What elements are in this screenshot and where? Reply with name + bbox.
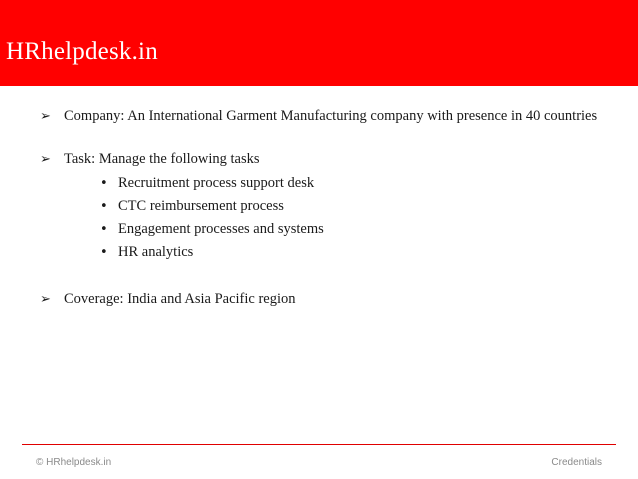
dot-bullet-icon: • [100,199,108,214]
dot-bullet-icon: • [100,222,108,237]
footer-section-label: Credentials [551,457,602,468]
bullet-item-coverage [40,289,600,310]
list-item-text: Engagement processes and systems [118,221,324,237]
list-item-text: CTC reimbursement process [118,198,284,214]
task-sublist [40,173,600,265]
dot-bullet-icon: • [100,176,108,191]
bullet-text: Coverage: India and Asia Pacific region [64,291,296,307]
footer-divider [22,444,616,445]
arrow-bullet-icon: ➢ [40,109,51,124]
arrow-bullet-icon: ➢ [40,152,51,167]
dot-bullet-icon: • [100,245,108,260]
bullet-text: Company: An International Garment Manufacturing company with presence in 40 countries [64,108,598,124]
arrow-bullet-icon: ➢ [40,292,51,307]
list-item-text: HR analytics [118,244,194,260]
slide-content [40,106,600,310]
list-item [100,173,600,196]
brand-title: HRhelpdesk.in [6,38,158,65]
list-item-text: Recruitment process support desk [118,175,315,191]
list-item [100,196,600,219]
list-item [100,219,600,242]
bullet-item-company [40,106,600,127]
header-bar [0,0,638,86]
footer-copyright: © HRhelpdesk.in [36,457,112,468]
bullet-item-task [40,149,600,170]
list-item [100,242,600,265]
bullet-text: Task: Manage the following tasks [64,151,260,167]
